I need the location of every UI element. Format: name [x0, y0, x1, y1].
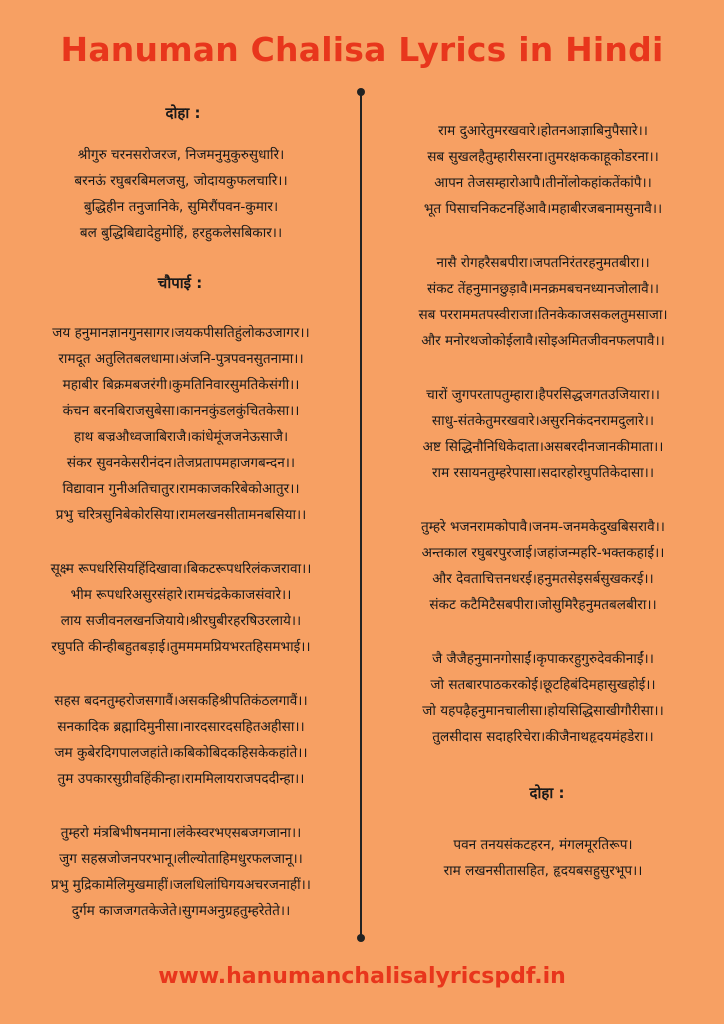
verse-line: सूक्ष्म रूपधरिसियहिंदिखावा।बिकटरूपधरिलंकजरावा।। [50, 561, 312, 577]
verse-line: पवन तनयसंकटहरन, मंगलमूरतिरूप। [453, 837, 633, 853]
verse-line: भीम रूपधरिअसुरसंहारे।रामचंद्रकेकाजसंवारे।। [70, 587, 292, 603]
verse-line: आपन तेजसम्हारोआपै।तीनोंलोकहांकतेंकांपै।। [434, 175, 652, 191]
closing-doha [362, 832, 724, 884]
verse-line: प्रभु मुद्रिकामेलिमुखमाहीं।जलधिलांघिगयअचरजनाहीं।। [51, 877, 311, 893]
verse-line: तुम्हरे भजनरामकोपावै।जनम-जनमकेदुखबिसरावै।। [421, 519, 665, 535]
verse-line: जुग सहस्रजोजनपरभानू।लील्योताहिमधुरफलजानू।। [59, 851, 303, 867]
verse-line: भूत पिसाचनिकटनहिंआवै।महाबीरजबनामसुनावै।। [423, 201, 663, 217]
verse-line: हाथ बज्रऔध्वजाबिराजै।कांधेमूंजजनेऊसाजै। [73, 429, 289, 445]
verse-line: साधु-संतकेतुमरखवारे।असुरनिकंदनरामदुलारे।। [431, 413, 655, 429]
verse-line: बल बुद्धिबिद्यादेहुमोहिं, हरहुकलेसबिकार।। [79, 225, 283, 241]
verse-group [362, 118, 724, 222]
verse-line: विद्यावान गुनीअतिचातुर।रामकाजकरिबेकोआतुर।। [62, 481, 300, 497]
verse-line: रामदूत अतुलितबलधामा।अंजनि-पुत्रपवनसुतनामा।। [58, 351, 304, 367]
verse-line: बुद्धिहीन तनुजानिके, सुमिरौंपवन-कुमार। [83, 199, 279, 215]
verse-group [0, 688, 362, 792]
verse-line: जै जैजैहनुमानगोसाईं।कृपाकरहुगुरुदेवकीनाईं।। [432, 651, 654, 667]
verse-group [362, 646, 724, 750]
verse-line: जो सतबारपाठकरकोई।छूटहिबंदिमहासुखहोई।। [430, 677, 656, 693]
verse-group [0, 320, 362, 528]
verse-line: बरनऊं रघुबरबिमलजसु, जोदायकुफलचारि।। [74, 173, 288, 189]
verse-line: सनकादिक ब्रह्मादिमुनीसा।नारदसारदसहितअहीसा।। [57, 719, 305, 735]
verse-group [362, 250, 724, 354]
verse-group [0, 556, 362, 660]
verse-line: अन्तकाल रघुबरपुरजाई।जहांजन्महरि-भक्तकहाई।। [421, 545, 665, 561]
verse-line: दुर्गम काजजगतकेजेते।सुगमअनुग्रहतुम्हरेतेते।। [71, 903, 291, 919]
verse-line: राम लखनसीतासहित, हृदयबसहुसुरभूप।। [443, 863, 643, 879]
verse-line: रघुपति कीन्हीबहुतबड़ाई।तुममममप्रियभरतहिसमभाई।। [51, 639, 311, 655]
verse-line: सब परराममतपस्वीराजा।तिनकेकाजसकलतुमसाजा। [418, 307, 668, 323]
verse-line: राम रसायनतुम्हरेपासा।सदारहोरघुपतिकेदासा।। [432, 465, 654, 481]
verse-group [362, 514, 724, 618]
verse-line: तुम्हरो मंत्रबिभीषनमाना।लंकेस्वरभएसबजगजाना।। [60, 825, 302, 841]
verse-line: संकर सुवनकेसरीनंदन।तेजप्रतापमहाजगबन्दन।। [66, 455, 296, 471]
website-url: www.hanumanchalisalyricspdf.in [158, 964, 566, 989]
left-column [0, 100, 362, 924]
verse-line: अष्ट सिद्धिनौनिधिकेदाता।असबरदीनजानकीमाता।। [422, 439, 664, 455]
verse-group [0, 820, 362, 924]
verse-line: नासै रोगहरैसबपीरा।जपतनिरंतरहनुमतबीरा।। [436, 255, 650, 271]
verse-line: संकट तेंहनुमानछुड़ावै।मनक्रमबचनध्यानजोलावै।। [427, 281, 659, 297]
doha-heading: दोहा : [529, 784, 565, 802]
opening-doha [0, 142, 362, 246]
chaupai-heading: चौपाई : [157, 274, 203, 292]
verse-line: और देवताचित्तनधरई।हनुमतसेइसर्बसुखकरई।। [432, 571, 654, 587]
verse-line: जो यहपढ़ैहनुमानचालीसा।होयसिद्धिसाखीगौरीसा।। [422, 703, 664, 719]
verse-line: संकट कटैमिटैसबपीरा।जोसुमिरैहनुमतबलबीरा।। [429, 597, 657, 613]
verse-line: राम दुआरेतुमरखवारे।होतनआज्ञाबिनुपैसारे।। [438, 123, 648, 139]
doha-heading: दोहा : [165, 104, 201, 122]
verse-line: लाय सजीवनलखनजियाये।श्रीरघुबीरहरषिउरलाये।। [60, 613, 302, 629]
right-column [362, 100, 724, 884]
verse-line: श्रीगुरु चरनसरोजरज, निजमनुमुकुरुसुधारि। [77, 147, 285, 163]
verse-line: और मनोरथजोकोईलावै।सोइअमितजीवनफलपावै।। [421, 333, 665, 349]
verse-group [362, 382, 724, 486]
verse-line: कंचन बरनबिराजसुबेसा।काननकुंडलकुंचितकेसा।। [62, 403, 300, 419]
page-title: Hanuman Chalisa Lyrics in Hindi [60, 30, 664, 69]
verse-line: सहस बदनतुम्हरोजसगावैं।असकहिश्रीपतिकंठलगावैं।। [54, 693, 308, 709]
verse-line: प्रभु चरित्रसुनिबेकोरसिया।रामलखनसीतामनबसिया।। [55, 507, 307, 523]
verse-line: सब सुखलहैतुम्हारीसरना।तुमरक्षककाहूकोडरना।। [427, 149, 659, 165]
verse-line: तुलसीदास सदाहरिचेरा।कीजैनाथहृदयमंहडेरा।। [432, 729, 654, 745]
verse-line: जय हनुमानज्ञानगुनसागर।जयकपीसतिहुंलोकउजागर।। [52, 325, 310, 341]
verse-line: तुम उपकारसुग्रीवहिंकीन्हा।राममिलायराजपददीन्हा।। [57, 771, 305, 787]
verse-line: चारों जुगपरतापतुम्हारा।हैपरसिद्धजगतउजियारा।। [426, 387, 660, 403]
verse-line: जम कुबेरदिगपालजहांते।कबिकोबिदकहिसकेकहांते।। [54, 745, 308, 761]
verse-line: महाबीर बिक्रमबजरंगी।कुमतिनिवारसुमतिकेसंगी।। [62, 377, 300, 393]
